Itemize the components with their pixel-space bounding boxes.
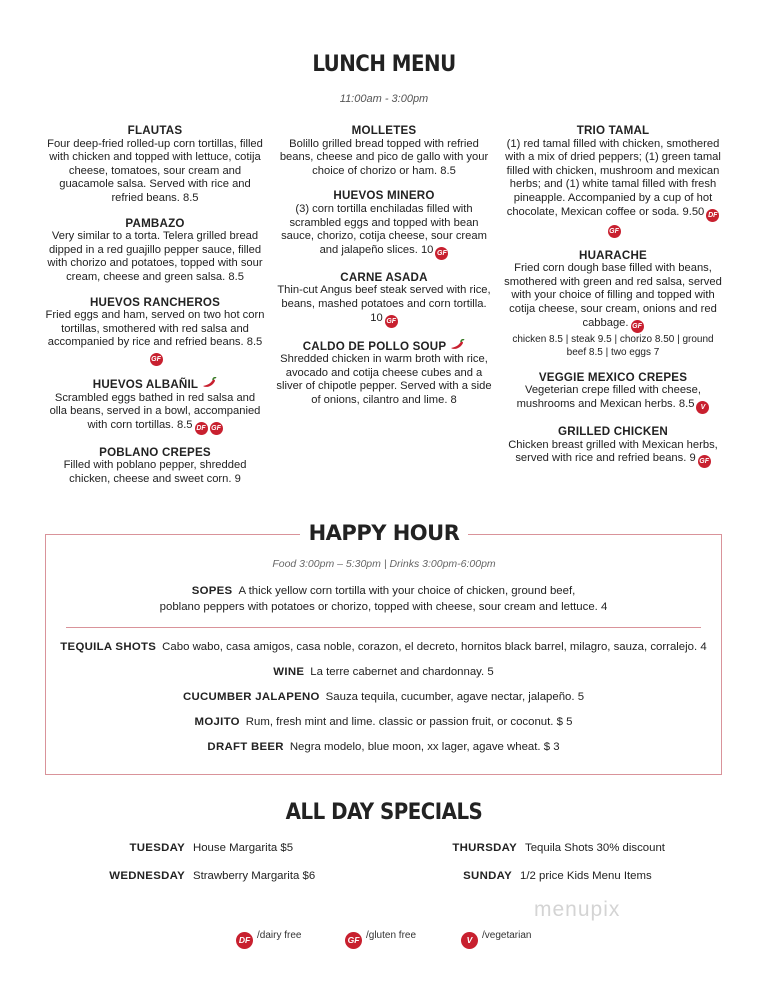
gluten-free-icon: GF [385,315,398,328]
dairy-free-icon: DF [706,209,719,222]
gluten-free-icon: GF [698,455,711,468]
item-description-wrap [503,138,723,238]
special-text: Strawberry Margarita $6 [193,870,316,882]
item-name: DRAFT BEER [207,741,284,753]
menu-item-huevos-albanil [45,377,265,435]
item-description: poblano peppers with potatoes or chorizo, topped with cheese, sour cream and lettuce. 4 [159,601,608,613]
item-description: Chicken breast grilled with Mexican herbs, served with rice and refried beans. 9 [508,438,718,465]
menu-item-molletes [274,124,494,178]
item-name: POBLANO CREPES [99,445,211,459]
vegetarian-icon: V [696,401,709,414]
gluten-free-icon: GF [435,247,448,260]
chili-pepper-icon [201,377,217,389]
item-name: PAMBAZO [125,216,185,230]
item-description: Bolillo grilled bread topped with refried beans, cheese and pico de gallo with your choice of chorizo or ham. 8.5 [279,137,489,177]
item-description: Negra modelo, blue moon, xx lager, agave wheat. $ 3 [289,741,560,753]
lunch-hours: 11:00am - 3:00pm [339,93,429,105]
happy-hour-tequila-shots [45,640,722,655]
special-day: THURSDAY [452,842,517,854]
special-text: Tequila Shots 30% discount [525,842,665,854]
gluten-free-icon: GF [210,422,223,435]
item-description-wrap [274,203,494,260]
vegetarian-icon: V [461,932,478,949]
item-name: TEQUILA SHOTS [60,641,157,653]
happy-hour-mojito [45,715,722,730]
item-description: (1) red tamal filled with chicken, smothered with a mix of dried peppers; (1) green tamal filled with chicken, mushroom and mexican herbs; and (1) white tamal filled with fresh pineapple. Accompanied by a cup of hot chocolate, Mexican coffee or soda. 9.50 [505,137,721,218]
item-description: La terre cabernet and chardonnay. 5 [310,666,494,678]
legend-vegetarian [459,930,531,949]
item-description: Fried eggs and ham, served on two hot corn tortillas, smothered with red salsa and accompanied by rice and refried beans. 8.5 [45,309,265,349]
item-description: Filled with poblano pepper, shredded chicken, cheese and sweet corn. 9 [63,459,247,485]
item-description-wrap [503,384,723,414]
item-name: MOLLETES [351,124,417,137]
item-description: Scrambled eggs bathed in red salsa and olla beans, served in a bowl, accompanied with corn tortillas. 8.5 [49,391,261,431]
item-description: Vegeterian crepe filled with cheese, mushrooms and Mexican herbs. 8.5 [516,384,701,410]
item-name: GRILLED CHICKEN [558,424,668,438]
menu-column-1 [45,124,265,497]
item-description: Thin-cut Angus beef steak served with rice, beans, mashed potatoes and corn tortilla. 10 [277,284,491,324]
happy-hour-sopes [45,584,722,599]
item-description: Very similar to a torta. Telera grilled bread dipped in a red guajillo pepper sauce, filled with chorizo and potatoes, topped with sour cream, cheese and green salsa. 8.5 [47,230,263,283]
menu-item-huevos-rancheros [45,296,265,366]
legend-label: /vegetarian [482,930,532,941]
special-sunday [428,870,652,882]
menu-item-flautas [45,124,265,206]
divider [66,627,701,628]
item-name: HUEVOS RANCHEROS [89,295,221,309]
happy-hour-draft-beer [45,740,722,755]
dairy-free-icon: DF [236,932,253,949]
menu-item-poblano-crepes [45,446,265,487]
happy-hour-times: Food 3:00pm – 5:30pm | Drinks 3:00pm-6:00pm [272,558,496,570]
item-name: MOJITO [194,716,240,728]
item-description: (3) corn tortilla enchiladas filled with scrambled eggs and topped with bean sauce, chorizo, cotija cheese, sour cream and jalapeño slices. 10 [281,202,487,256]
item-description: Rum, fresh mint and lime. classic or passion fruit, or coconut. $ 5 [245,716,573,728]
special-day: SUNDAY [463,870,512,882]
menu-item-huarache [503,249,723,360]
menu-item-huevos-minero [274,189,494,259]
item-description: A thick yellow corn tortilla with your choice of chicken, ground beef, [238,585,576,597]
item-name: CARNE ASADA [340,270,428,284]
item-name: CALDO DE POLLO SOUP [302,339,447,353]
item-name: VEGGIE MEXICO CREPES [538,370,688,384]
happy-hour-wine [45,665,722,680]
menu-column-3 [503,124,723,479]
menu-item-grilled-chicken [503,425,723,468]
special-day: TUESDAY [129,842,185,854]
lunch-menu-title: LUNCH MENU [312,52,456,77]
menu-item-carne-asada [274,271,494,328]
happy-hour-title: HAPPY HOUR [300,521,468,545]
happy-hour-sopes-line2 [45,600,722,615]
gluten-free-icon: GF [150,353,163,366]
menu-item-caldo-de-pollo-soup [274,339,494,408]
item-description-wrap [503,439,723,469]
item-name: SOPES [191,585,233,597]
special-day: WEDNESDAY [109,870,185,882]
item-description-wrap [503,262,723,332]
item-name: WINE [273,666,305,678]
dairy-free-icon: DF [195,422,208,435]
item-description: Four deep-fried rolled-up corn tortillas, filled with chicken and topped with lettuce, cotija cheese, tomatoes, sour cream and guacamole salsa. Served with rice and refried beans. 8.5 [47,137,263,204]
menu-column-2 [274,124,494,419]
menupix-watermark: menupix [534,898,621,921]
item-name: TRIO TAMAL [576,124,650,137]
special-thursday [428,842,665,854]
legend-gluten-free [343,930,416,949]
special-tuesday [95,842,293,854]
gluten-free-icon: GF [608,225,621,238]
special-wednesday [95,870,315,882]
item-description-wrap [274,284,494,327]
item-description-wrap [45,392,265,435]
special-text: 1/2 price Kids Menu Items [520,870,652,882]
item-name: HUEVOS ALBAÑIL [92,377,199,391]
item-name: FLAUTAS [127,124,183,137]
item-name-wrap [45,377,265,392]
item-description: Sauza tequila, cucumber, agave nectar, jalapeño. 5 [325,691,585,703]
gluten-free-icon: GF [345,932,362,949]
all-day-specials-title: ALL DAY SPECIALS [285,800,483,825]
menu-item-trio-tamal [503,124,723,238]
item-name: HUEVOS MINERO [333,189,435,203]
item-name: CUCUMBER JALAPENO [182,691,320,703]
chili-pepper-icon [449,339,465,351]
item-description-wrap [45,309,265,366]
happy-hour-cucumber-jalapeno [45,690,722,705]
menu-item-pambazo [45,217,265,285]
legend-dairy-free [234,930,301,949]
gluten-free-icon: GF [631,320,644,333]
item-name: HUARACHE [579,248,647,262]
item-options: chicken 8.5 | steak 9.5 | chorizo 8.50 | ground beef 8.5 | two eggs 7 [512,333,714,359]
legend-label: /dairy free [257,930,302,941]
item-description: Shredded chicken in warm broth with rice, avocado and cotija cheese cubes and a sliver of chipotle pepper. Served with a side of onions, cilantro and lime. 8 [276,353,492,406]
item-name-wrap [274,339,494,354]
item-description: Cabo wabo, casa amigos, casa noble, corazon, el decreto, hornitos black barrel, milagro, sauza, corralejo. 4 [162,641,707,653]
special-text: House Margarita $5 [193,842,294,854]
legend-label: /gluten free [366,930,417,941]
item-description: Fried corn dough base filled with beans, smothered with green and red salsa, served with your choice of filling and topped with cotija cheese, sour cream, onions and red cabbage. [504,262,722,329]
menu-item-veggie-mexico-crepes [503,371,723,414]
